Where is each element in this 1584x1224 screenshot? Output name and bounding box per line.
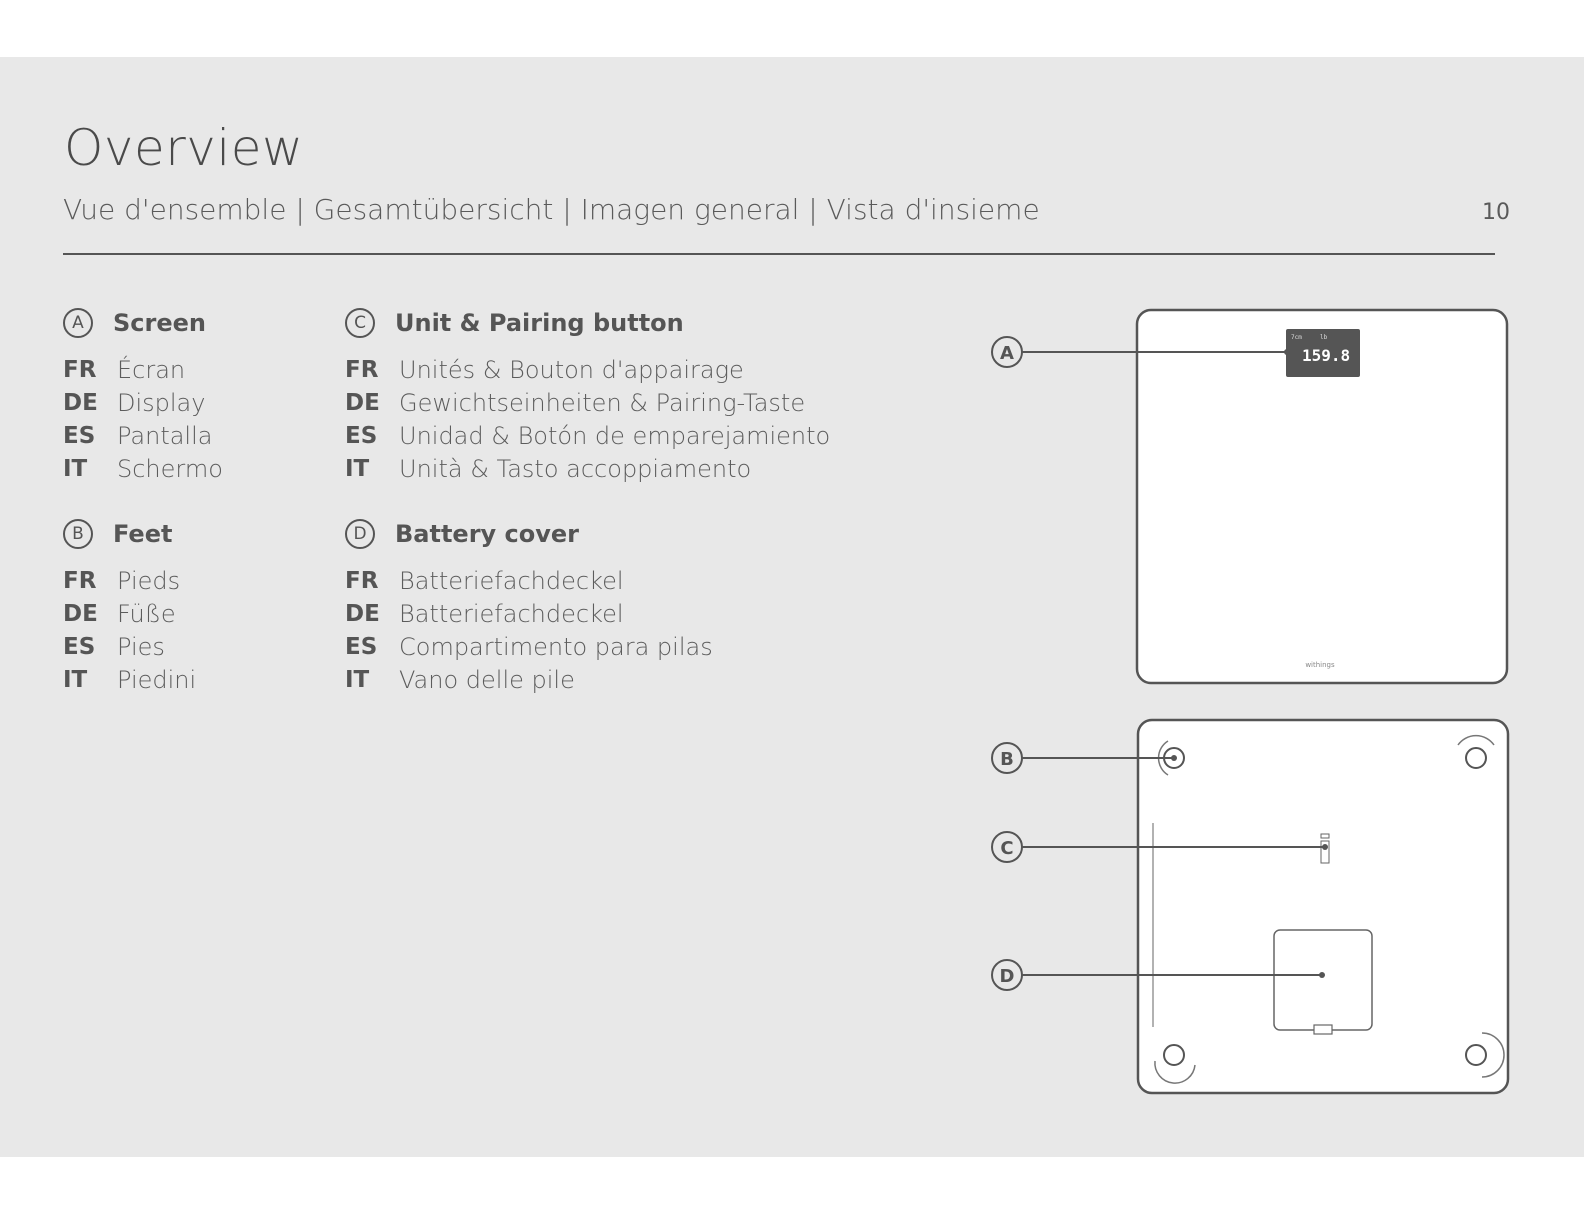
- language-code: ES: [63, 633, 96, 660]
- item-title: Feet: [113, 520, 173, 548]
- translation-text: Pies: [117, 632, 165, 661]
- language-code: IT: [63, 455, 88, 482]
- screen-small-label: lb: [1320, 334, 1328, 341]
- language-code: DE: [345, 389, 380, 416]
- language-code: DE: [63, 389, 98, 416]
- screen-reading: 159.8: [1302, 346, 1351, 365]
- translation-text: Compartimento para pilas: [399, 632, 713, 661]
- screen-small-label: 7cm: [1291, 334, 1302, 341]
- translation-text: Füße: [117, 599, 176, 628]
- translation-text: Pantalla: [117, 421, 213, 450]
- callout-b-dot: [1171, 755, 1177, 761]
- translation-text: Display: [117, 388, 206, 417]
- letter-badge: D: [345, 519, 375, 549]
- page-subtitle: Vue d'ensemble | Gesamtübersicht | Imagen general | Vista d'insieme: [63, 193, 1040, 226]
- language-code: FR: [63, 356, 97, 383]
- callout-c-dot: [1322, 844, 1328, 850]
- battery-cover-latch: [1314, 1025, 1332, 1034]
- language-code: ES: [345, 422, 378, 449]
- language-code: FR: [63, 567, 97, 594]
- language-code: IT: [345, 666, 370, 693]
- brand-logo: withings: [1305, 661, 1335, 669]
- translation-text: Schermo: [117, 454, 223, 483]
- callout-a-dot: [1284, 349, 1290, 355]
- translation-text: Batteriefachdeckel: [399, 599, 624, 628]
- manual-page: [0, 57, 1584, 1157]
- letter-badge: C: [345, 308, 375, 338]
- translation-text: Piedini: [117, 665, 197, 694]
- page-number: 10: [1482, 200, 1510, 225]
- letter-badge: B: [63, 519, 93, 549]
- translation-text: Unités & Bouton d'appairage: [399, 355, 744, 384]
- language-code: ES: [345, 633, 378, 660]
- translation-text: Batteriefachdeckel: [399, 566, 624, 595]
- translation-text: Écran: [117, 355, 186, 384]
- translation-text: Pieds: [117, 566, 181, 595]
- callout-letter: A: [1000, 343, 1014, 364]
- language-code: DE: [63, 600, 98, 627]
- language-code: FR: [345, 567, 379, 594]
- callout-letter: B: [1000, 749, 1014, 770]
- callout-letter: D: [999, 966, 1015, 987]
- translation-text: Unidad & Botón de emparejamiento: [399, 421, 831, 450]
- scale-diagram: [0, 57, 1584, 1157]
- letter-badge: A: [63, 308, 93, 338]
- language-code: IT: [63, 666, 88, 693]
- item-title: Unit & Pairing button: [395, 309, 684, 337]
- page-title: Overview: [64, 119, 304, 177]
- scale-bottom-view: [1138, 720, 1508, 1093]
- language-code: ES: [63, 422, 96, 449]
- callout-letter: C: [1000, 838, 1014, 859]
- translation-text: Gewichtseinheiten & Pairing-Taste: [399, 388, 806, 417]
- callout-d-dot: [1319, 972, 1325, 978]
- language-code: DE: [345, 600, 380, 627]
- item-title: Battery cover: [395, 520, 580, 548]
- translation-text: Unità & Tasto accoppiamento: [399, 454, 752, 483]
- language-code: FR: [345, 356, 379, 383]
- translation-text: Vano delle pile: [399, 665, 575, 694]
- language-code: IT: [345, 455, 370, 482]
- item-title: Screen: [113, 309, 206, 337]
